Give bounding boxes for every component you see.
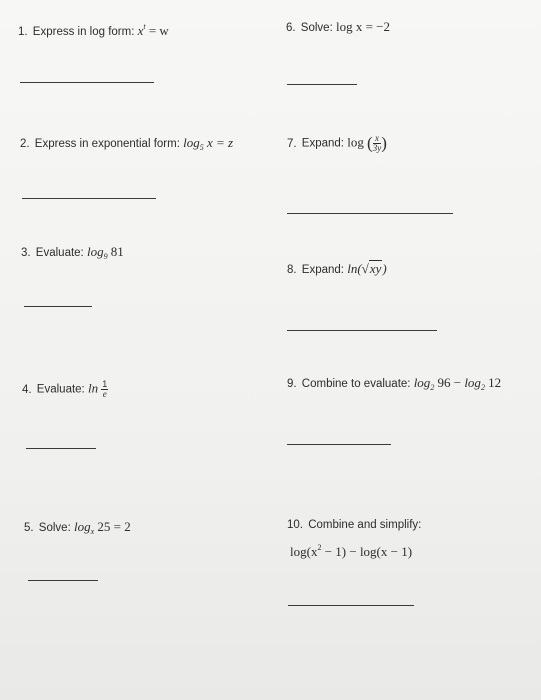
math-log: log	[347, 134, 364, 150]
answer-line-10[interactable]	[288, 605, 414, 606]
math-base: 5	[199, 143, 204, 152]
math-log: log	[86, 244, 104, 259]
problem-label: Express in exponential form:	[34, 138, 180, 150]
problem-number: 7.	[287, 137, 297, 150]
fraction-numerator: x	[373, 134, 382, 144]
fraction-denominator: 3y	[372, 143, 382, 153]
math-base: x	[137, 23, 144, 38]
math-rest: = w	[148, 23, 169, 38]
fraction-denominator: e	[102, 389, 107, 399]
problem-9	[287, 376, 501, 395]
problem-label: Combine and simplify:	[308, 519, 422, 531]
problem-label: Evaluate:	[35, 247, 84, 259]
right-paren: )	[381, 133, 387, 153]
fraction	[373, 134, 382, 153]
problem-10	[287, 518, 421, 532]
problem-10-expression	[290, 541, 412, 559]
math-log: log	[73, 519, 91, 534]
problem-3	[21, 245, 124, 264]
math-rest: 25 = 2	[97, 519, 131, 534]
math-part-1: log(x	[290, 544, 318, 559]
left-paren: (	[367, 133, 373, 153]
math-log-1: log	[413, 375, 431, 390]
problem-label: Solve:	[38, 522, 71, 534]
answer-line-9[interactable]	[287, 444, 391, 445]
problem-number: 10.	[287, 519, 303, 531]
math-ln: ln	[87, 380, 99, 396]
problem-6	[286, 20, 390, 35]
math-arg-1: 96 −	[437, 375, 462, 390]
problem-4	[22, 380, 108, 399]
math-rest: x = z	[206, 135, 234, 150]
math-log-2: log	[464, 375, 481, 390]
problem-number: 4.	[22, 383, 32, 396]
problem-2	[20, 136, 233, 155]
problem-number: 3.	[21, 247, 31, 259]
math-close: )	[382, 261, 387, 276]
problem-number: 9.	[287, 378, 297, 390]
problem-number: 1.	[18, 26, 28, 38]
math-base: 9	[103, 252, 108, 261]
math-base-1: 2	[430, 383, 435, 392]
answer-line-4[interactable]	[26, 448, 96, 449]
fraction-numerator: 1	[102, 379, 108, 389]
problem-5	[24, 520, 131, 539]
math-base: x	[90, 527, 95, 536]
problem-number: 6.	[286, 22, 296, 34]
math-arg-2: 12	[488, 375, 502, 390]
answer-line-6[interactable]	[287, 84, 357, 85]
math-log: log	[183, 135, 200, 150]
problem-8	[287, 262, 387, 277]
math-exponent: 2	[317, 543, 322, 552]
answer-line-2[interactable]	[22, 198, 156, 199]
fraction	[101, 380, 108, 399]
answer-line-3[interactable]	[24, 306, 92, 307]
math-arg: 81	[110, 244, 124, 259]
problem-label: Evaluate:	[36, 383, 85, 396]
math-expression: log x = −2	[335, 19, 390, 34]
math-radicand: xy	[369, 261, 382, 276]
answer-line-8[interactable]	[287, 330, 437, 331]
math-part-2: − 1) − log(x − 1)	[324, 544, 413, 559]
problem-number: 5.	[24, 522, 34, 534]
problem-number: 2.	[20, 138, 30, 150]
problem-label: Combine to evaluate:	[301, 378, 411, 390]
problem-7	[287, 134, 387, 153]
answer-line-5[interactable]	[28, 580, 98, 581]
problem-label: Express in log form:	[32, 26, 135, 38]
problem-number: 8.	[287, 264, 297, 276]
problem-label: Solve:	[300, 22, 333, 34]
problem-label: Expand:	[301, 137, 344, 150]
sqrt-sign: √	[361, 261, 369, 276]
problem-1	[18, 20, 169, 39]
answer-line-1[interactable]	[20, 82, 154, 83]
problem-label: Expand:	[301, 264, 344, 276]
math-base-2: 2	[480, 383, 485, 392]
math-ln: ln(	[347, 261, 362, 276]
answer-line-7[interactable]	[287, 213, 453, 214]
math-exponent: t	[143, 22, 146, 31]
